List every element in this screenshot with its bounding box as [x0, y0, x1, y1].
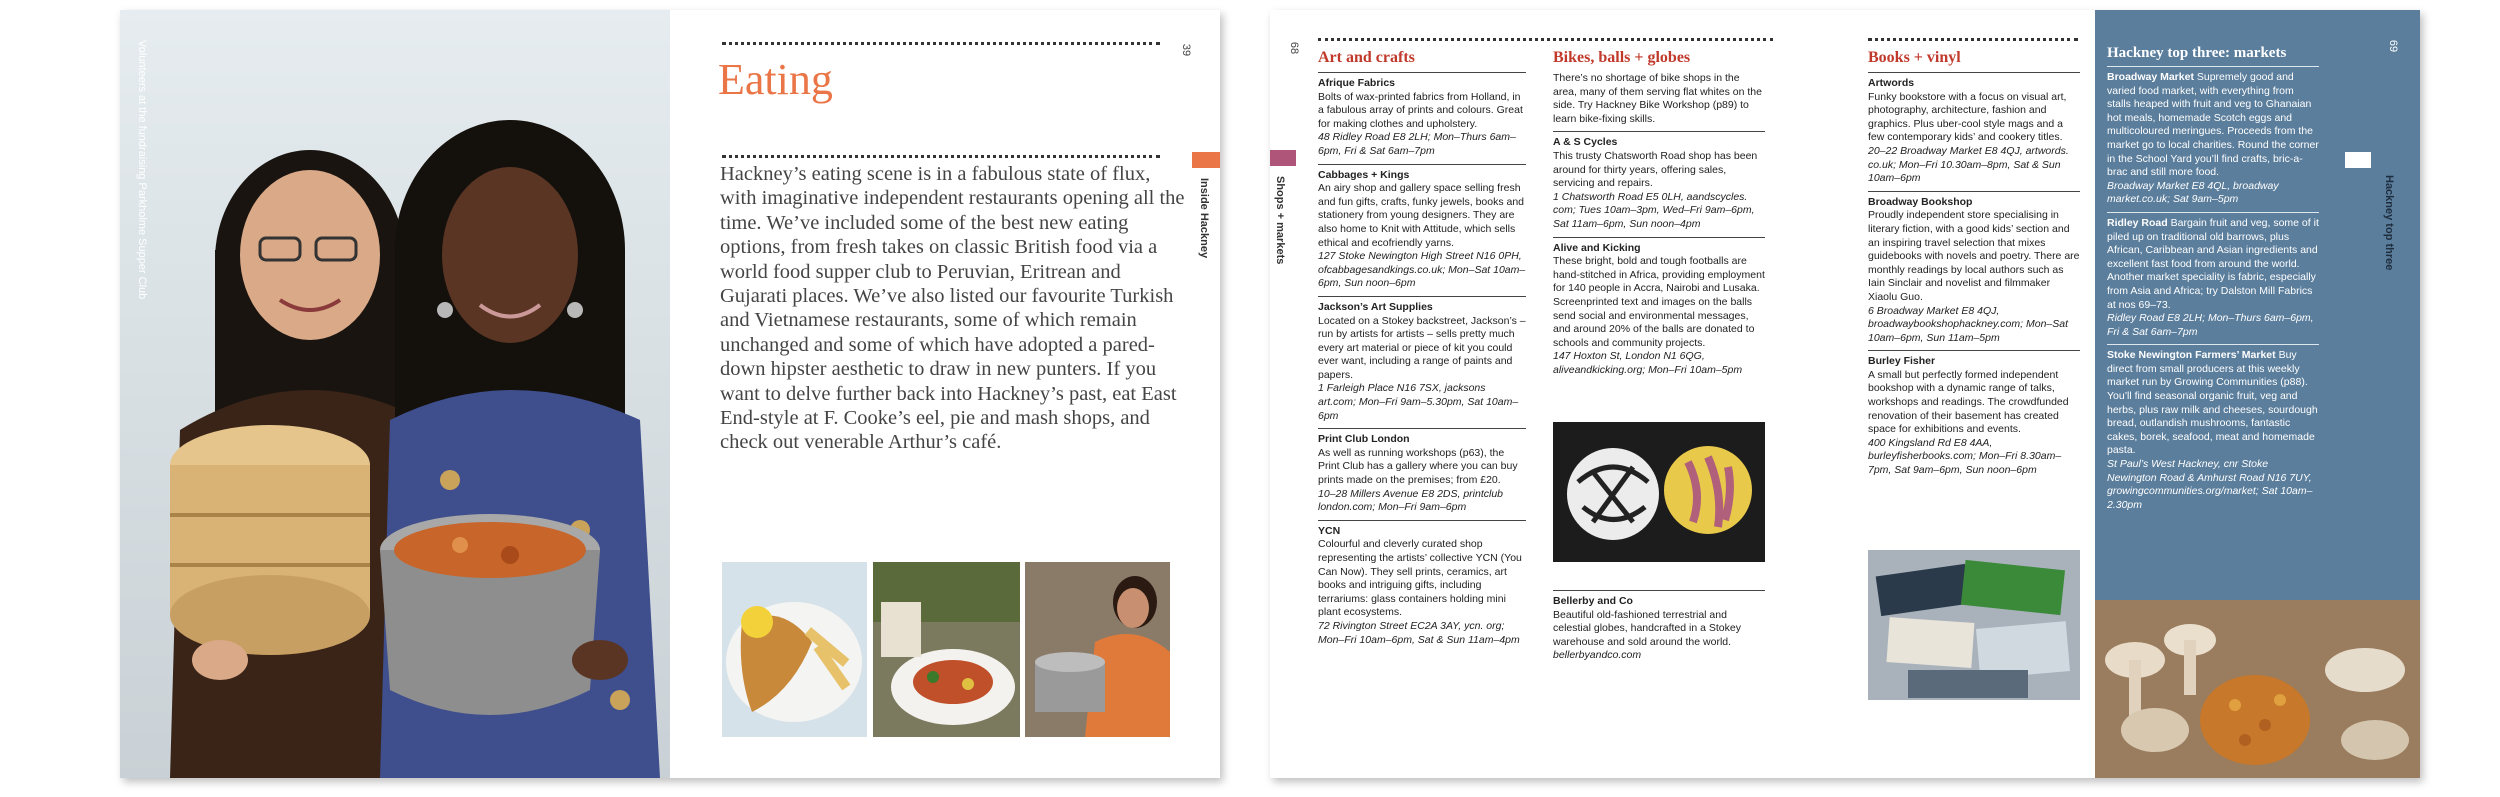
listing-ycn — [1318, 520, 1526, 647]
listing-name: Bellerby and Co — [1553, 595, 1633, 607]
footballs-photo — [1553, 422, 1765, 562]
bikes-column — [1553, 46, 1765, 382]
listing-address: 10–28 Millers Avenue E8 2DS, printclub london.com; Mon–Fri 9am–6pm — [1318, 487, 1504, 514]
bikes-intro: There’s no shortage of bike shops in the area, many of them serving flat whites on the side. Try Hackney Bike Workshop (p89) to learn bike-fixing skills. — [1553, 72, 1762, 125]
page-number: 39 — [1180, 43, 1193, 57]
listing-name: Burley Fisher — [1868, 355, 1936, 368]
listing-name: Afrique Fabrics — [1318, 77, 1396, 89]
listing-address: 147 Hoxton St, London N1 6QG, aliveandkicking.org; Mon–Fri 10am–5pm — [1553, 350, 1743, 376]
listing-body: Funky bookstore with a focus on visual art, photography, architecture, fashion and graphics. Plus uber-cool style mags and a few contemporary kids’ and cookery titles. — [1868, 90, 2067, 144]
listing-body: Colourful and cleverly curated shop representing the artists’ collective YCN (You Can Now). They sell prints, ceramics, art books and intriguing gifts, including terrariums: glass containers holding mini plant ecosystems. — [1318, 538, 1522, 619]
listing-broadway-bookshop — [1868, 191, 2080, 346]
listing-body: An airy shop and gallery space selling fresh and fun gifts, crafts, funky jewels, books and stationery from young designers. They are also home to Knit with Attitude, which sells ethical and ecofriendly yarns. — [1318, 182, 1525, 249]
listing-name: Broadway Bookshop — [1868, 195, 1973, 208]
listing-name: Jackson’s Art Supplies — [1318, 300, 1433, 313]
books-column — [1868, 46, 2080, 483]
listing-body: Proudly independent store specialising in literary fiction, with a good kids’ section and an inspiring travel selection that mixes guidebooks with novels and poetry. There are monthly readings by local authors such as Iain Sinclair and novelist and filmmaker Xiaolu Guo. — [1868, 209, 2080, 303]
listing-bellerby — [1553, 590, 1765, 663]
listing-broadway-market — [2107, 66, 2319, 207]
listing-address: bellerbyandco.com — [1553, 649, 1642, 662]
title-dotted-rule — [722, 155, 1160, 158]
listing-body: As well as running workshops (p63), the Print Club has a gallery where you can buy prints made on the premises; from £20. — [1318, 446, 1518, 487]
listing-body: A small but perfectly formed independent bookshop with a dynamic range of talks, workshops and readings. The crowdfunded renovation of their basement has created space for exhibitions and events. — [1868, 368, 2069, 436]
shops-tab-label: Shops + markets — [1274, 176, 1286, 265]
listing-name: Broadway Market — [2107, 71, 2197, 83]
listing-address: 48 Ridley Road E8 2LH; Mon–Thurs 6am–6pm, Fri & Sat 6am–7pm — [1318, 131, 1516, 157]
listing-address: 127 Stoke Newington High Street N16 0PH, ofcabbagesandkings.co.uk; Mon–Sat 10am–6pm, Sun noon–6pm — [1318, 250, 1526, 290]
art-crafts-column — [1318, 46, 1526, 652]
listing-address: Ridley Road E8 2LH; Mon–Thurs 6am–6pm, Fri & Sat 6am–7pm — [2107, 312, 2314, 338]
supper-club-photo — [120, 10, 670, 778]
listing-ridley-road — [2107, 212, 2319, 339]
mushrooms-photo — [2095, 600, 2420, 778]
listing-jacksons — [1318, 296, 1526, 423]
fish-and-chips-photo — [722, 562, 867, 737]
listing-address: 1 Farleigh Place N16 7SX, jacksons art.com; Mon–Fri 9am–5.30pm, Sat 10am–6pm — [1318, 382, 1519, 422]
bellerby-block — [1553, 590, 1765, 668]
listing-name: Cabbages + Kings — [1318, 168, 1410, 181]
listing-burley-fisher — [1868, 350, 2080, 477]
listing-name: YCN — [1318, 524, 1341, 537]
listing-body: Located on a Stokey backstreet, Jackson’s – run by artists for artists – sells pretty much every art material or piece of kit you could ever want, including a range of paints and papers. — [1318, 314, 1526, 381]
markets-tab-label: Hackney top three — [2383, 175, 2395, 271]
listing-body: Bargain fruit and veg, some of it piled up on traditional old barrows, plus African, Caribbean and Asian ingredients and excellent fast food from around the world. Another market speciality is fabric, especially from Asia and Africa; try Dalston Mill Fabrics at nos 69–73. — [2107, 216, 2319, 311]
listing-name: Print Club London — [1318, 433, 1410, 446]
listing-body: Bolts of wax-printed fabrics from Holland, in a fabulous array of prints and colours. Great for making clothes and upholstery. — [1318, 90, 1523, 130]
listing-address: 6 Broadway Market E8 4QJ, broadwaybookshophackney.com; Mon–Sat 10am–6pm, Sun 11am–5pm — [1868, 304, 2069, 344]
photo-caption: Volunteers at the fundraising Parkholme Supper Club — [136, 40, 148, 300]
section-tab-label: Inside Hackney — [1198, 178, 1210, 259]
listing-body: Beautiful old-fashioned terrestrial and celestial globes, handcrafted in a Stokey warehouse and sold around the world. — [1553, 608, 1741, 648]
listing-body: These bright, bold and tough footballs are hand-stitched in Africa, providing employment for 140 people in Accra, Nairobi and Lusaka. Screenprinted text and images on the balls send social and environmental messages, and around 20% of the balls are donated to schools and community projects. — [1553, 255, 1765, 349]
listing-afrique-fabrics — [1318, 72, 1526, 159]
markets-column — [2107, 42, 2319, 517]
listing-address: 1 Chatsworth Road E5 0LH, aandscycles. com; Tues 10am–3pm, Wed–Fri 9am–6pm, Sat 11am–6pm, Sun noon–4pm — [1553, 190, 1755, 230]
markets-tab-marker — [2345, 152, 2371, 168]
books-photo — [1868, 550, 2080, 700]
books-heading: Books + vinyl — [1868, 49, 1961, 66]
cook-in-kitchen-photo — [1025, 562, 1170, 737]
listing-body: Supremely good and varied food market, with everything from stalls heaped with fruit and veg to Ghanaian hot meals, homemade Scotch eggs and multicoloured meringues. Proceeds from the market go to local charities. Round the corner in the School Yard you’ll find crafts, bric-a-brac and still more food. — [2107, 71, 2319, 179]
listing-address: Broadway Market E8 4QL, broadway market.co.uk; Sat 9am–5pm — [2107, 179, 2279, 206]
bikes-heading: Bikes, balls + globes — [1553, 49, 1691, 66]
listing-body: This trusty Chatsworth Road shop has been around for thirty years, offering sales, servicing and repairs. — [1553, 149, 1758, 190]
left-spread — [120, 10, 1220, 778]
listing-as-cycles — [1553, 131, 1765, 231]
shops-tab-marker — [1270, 150, 1296, 166]
listing-address: 72 Rivington Street EC2A 3AY, ycn. org; Mon–Fri 10am–6pm, Sat & Sun 11am–4pm — [1318, 619, 1520, 646]
page-number-right: 69 — [2387, 39, 2400, 53]
eating-intro: Hackney’s eating scene is in a fabulous state of flux, with imaginative independent restaurants opening all the time. We’ve included some of the best new eating options, from fresh takes on classic British food via a world food supper club to Peruvian, Eritrean and Gujarati places. We’ve also listed our favourite Turkish and Vietnamese restaurants, some of which remain unchanged and some of which have adopted a pared-down hipster aesthetic to draw in new punters. If you want to delve further back into Hackney’s past, eat East End-style at F. Cooke’s eel, pie and mash shops, and check out venerable Arthur’s café. — [720, 163, 1185, 454]
page-number-left: 68 — [1288, 41, 1301, 55]
listing-artwords — [1868, 72, 2080, 186]
plated-dish-photo — [873, 562, 1020, 737]
section-title: Eating — [718, 55, 833, 104]
listing-address: 400 Kingsland Rd E8 4AA, burleyfisherbooks.com; Mon–Fri 8.30am–7pm, Sat 9am–6pm, Sun noon–6pm — [1868, 436, 2062, 477]
markets-sidebar — [2095, 10, 2420, 600]
books-dotted-rule — [1868, 38, 2078, 41]
listing-name: Artwords — [1868, 77, 1915, 89]
top-dotted-rule — [722, 42, 1160, 45]
supper-club-illustration — [120, 10, 670, 778]
art-crafts-heading: Art and crafts — [1318, 49, 1415, 66]
listing-name: Ridley Road — [2107, 216, 2171, 229]
listing-cabbages-kings — [1318, 164, 1526, 291]
right-spread — [1270, 10, 2420, 778]
listing-address: St Paul’s West Hackney, cnr Stoke Newington Road & Amhurst Road N16 7UY, growingcommunities.org/market; Sat 10am–2.30pm — [2107, 458, 2313, 511]
listing-print-club — [1318, 428, 1526, 515]
listing-name: A & S Cycles — [1553, 136, 1618, 149]
art-dotted-rule — [1318, 38, 1773, 41]
listing-name: Stoke Newington Farmers’ Market — [2107, 349, 2279, 362]
listing-name: Alive and Kicking — [1553, 241, 1641, 254]
listing-farmers-market — [2107, 344, 2319, 512]
listing-address: 20–22 Broadway Market E8 4QJ, artwords. co.uk; Mon–Fri 10.30am–8pm, Sat & Sun 10am–6pm — [1868, 144, 2069, 185]
markets-heading: Hackney top three: markets — [2107, 45, 2287, 61]
section-tab-marker — [1192, 152, 1220, 168]
listing-body: Buy direct from small producers at this weekly market run by Growing Communities (p88). You’ll find seasonal organic fruit, veg and herbs, plus raw milk and cheeses, sourdough bread, outlandish mushrooms, fantastic cakes, borek, seafood, meat and homemade pasta. — [2107, 349, 2318, 457]
listing-alive-kicking — [1553, 237, 1765, 378]
